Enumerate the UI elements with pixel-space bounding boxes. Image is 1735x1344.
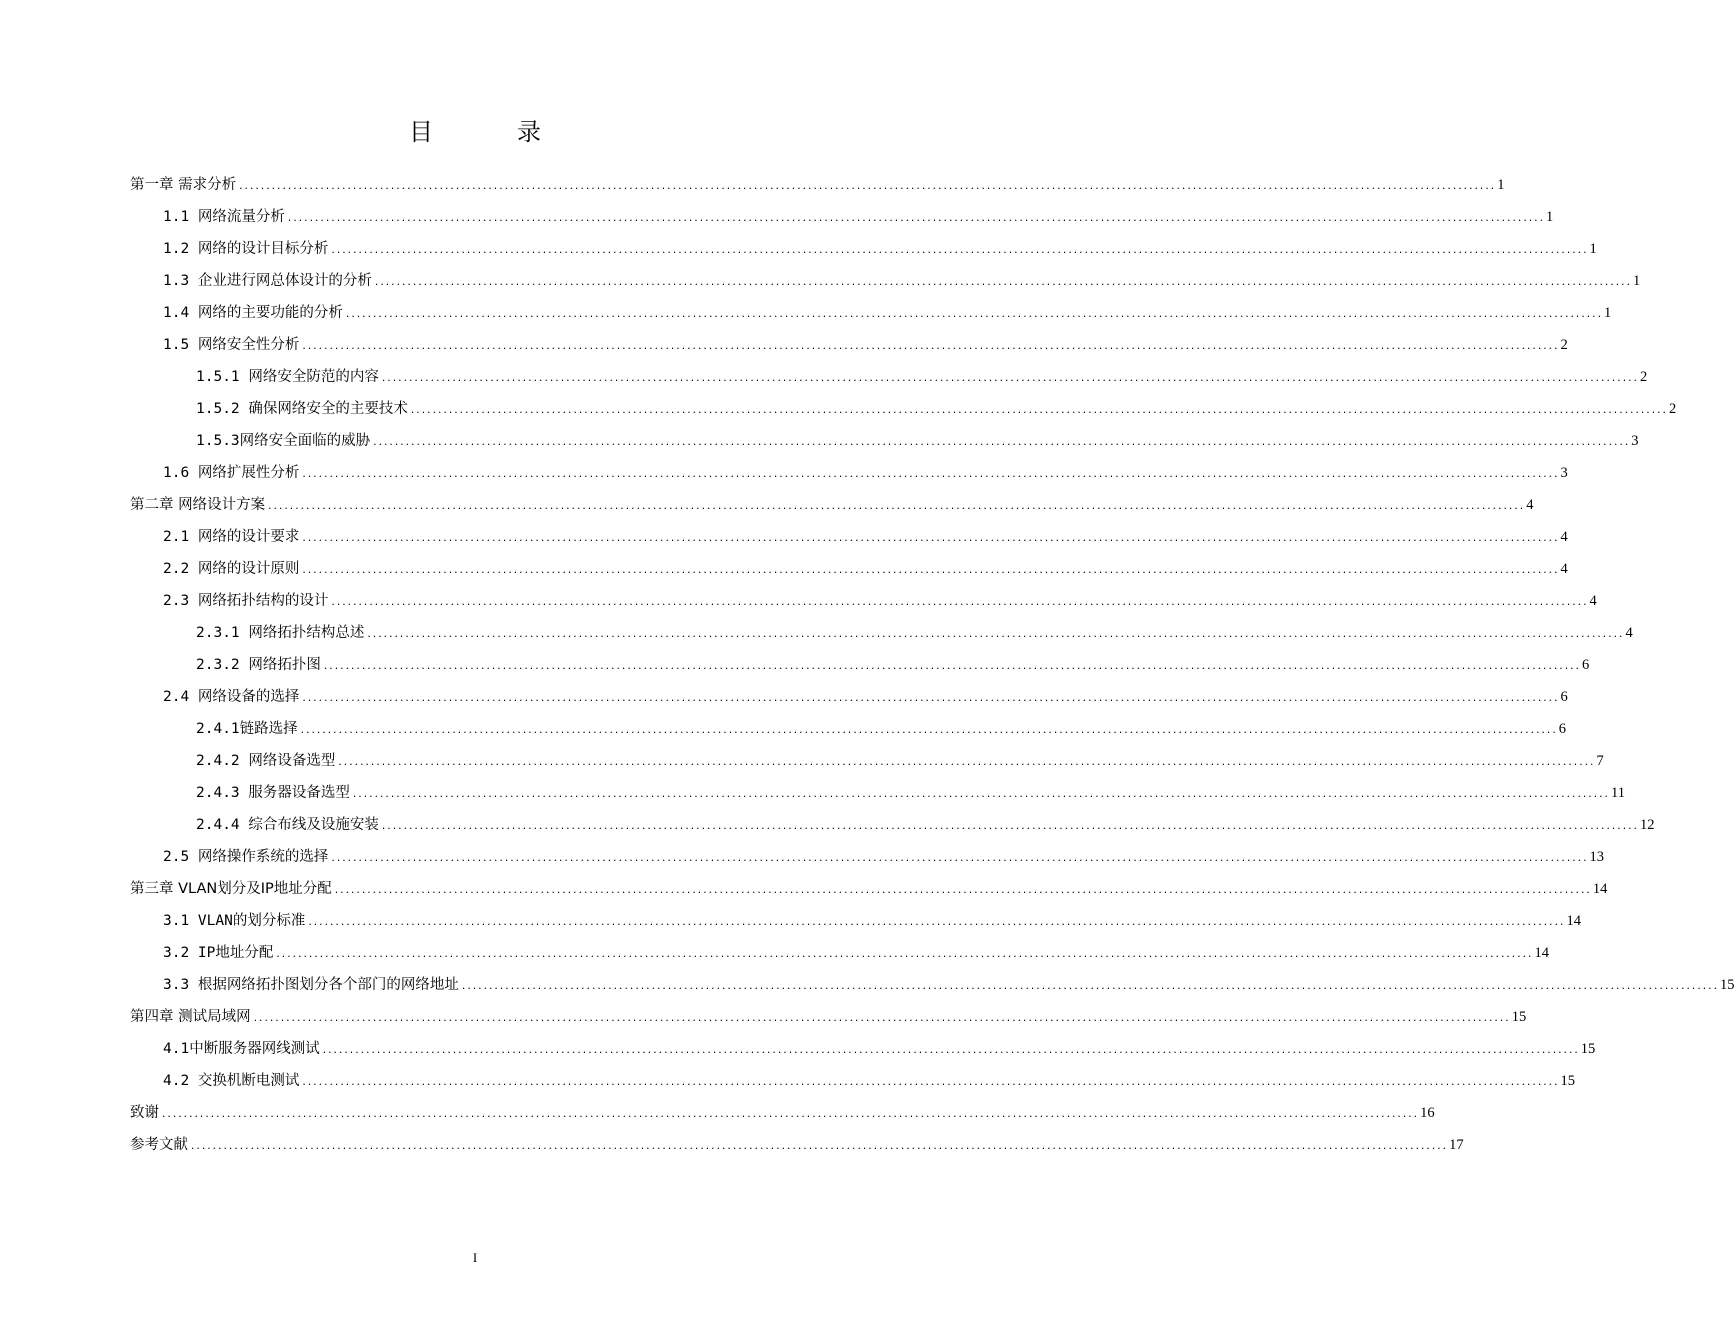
toc-entry[interactable]: 1.5.2 确保网络安全的主要技术 ........................................................................................................................................................................................................................................ 2 [196, 398, 847, 420]
toc-entry[interactable]: 2.5 网络操作系统的选择 ........................................................................................................................................................................................................................................ 13 [163, 846, 847, 868]
toc-label: 4.2 交换机断电测试 [163, 1073, 300, 1089]
toc-page: 4 [1526, 497, 1534, 513]
toc-page: 6 [1581, 657, 1590, 673]
toc-page: 17 [1449, 1137, 1464, 1153]
toc-label: 2.4.4 综合布线及设施安装 [196, 817, 379, 833]
toc-label: 3.3 根据网络拓扑图划分各个部门的网络地址 [163, 977, 459, 993]
toc-page: 12 [1639, 817, 1655, 833]
toc-page: 4 [1560, 561, 1568, 577]
toc-page: 4 [1560, 529, 1568, 545]
toc-page: 2 [1668, 401, 1677, 417]
toc-page: 1 [1633, 273, 1641, 289]
toc-page: 2 [1560, 337, 1568, 353]
toc-page: 14 [1592, 881, 1608, 897]
toc-label: 第四章 测试局域网 [130, 1009, 251, 1025]
toc-label: 2.4 网络设备的选择 [163, 689, 300, 705]
toc-page: 2 [1639, 369, 1648, 385]
toc-entry[interactable]: 1.6 网络扩展性分析 ........................................................................................................................................................................................................................................ 3 [163, 462, 847, 484]
toc-label: 1.1 网络流量分析 [163, 209, 285, 225]
toc-label: 1.5.1 网络安全防范的内容 [196, 369, 379, 385]
toc-page: 13 [1589, 849, 1605, 865]
toc-page: 1 [1497, 177, 1505, 193]
toc-entry[interactable]: 2.4.3 服务器设备选型 ........................................................................................................................................................................................................................................ 11 [196, 782, 847, 804]
toc-page: 6 [1560, 689, 1568, 705]
toc-entry[interactable]: 1.3 企业进行网总体设计的分析 ........................................................................................................................................................................................................................................ 1 [163, 270, 847, 292]
toc-label: 2.3 网络拓扑结构的设计 [163, 593, 329, 609]
toc-entry[interactable]: 2.4 网络设备的选择 ........................................................................................................................................................................................................................................ 6 [163, 686, 847, 708]
toc-label: 致谢 [130, 1105, 159, 1121]
toc-label: 2.4.1链路选择 [196, 721, 298, 737]
toc-label: 1.2 网络的设计目标分析 [163, 241, 329, 257]
toc-label: 1.5 网络安全性分析 [163, 337, 300, 353]
toc-entry[interactable]: 4.1中断服务器网线测试 ........................................................................................................................................................................................................................................ 15 [163, 1038, 847, 1060]
toc-label: 2.4.3 服务器设备选型 [196, 785, 350, 801]
toc-page: 15 [1560, 1073, 1576, 1089]
toc-entry[interactable]: 2.3 网络拓扑结构的设计 ........................................................................................................................................................................................................................................ 4 [163, 590, 847, 612]
toc-page: 15 [1580, 1041, 1596, 1057]
toc-label: 1.6 网络扩展性分析 [163, 465, 300, 481]
toc-page: 11 [1610, 785, 1625, 801]
toc-page: 7 [1596, 753, 1604, 769]
toc-label: 1.5.2 确保网络安全的主要技术 [196, 401, 408, 417]
toc-entry[interactable]: 4.2 交换机断电测试 ........................................................................................................................................................................................................................................ 15 [163, 1070, 847, 1092]
toc-page: 3 [1560, 465, 1568, 481]
toc-page: 3 [1631, 433, 1639, 449]
toc-entry[interactable]: 1.2 网络的设计目标分析 ........................................................................................................................................................................................................................................ 1 [163, 238, 847, 260]
page-number: I [472, 1250, 478, 1265]
toc-entry[interactable]: 2.3.2 网络拓扑图 ........................................................................................................................................................................................................................................ 6 [196, 654, 847, 676]
toc-page: 14 [1566, 913, 1581, 929]
toc-entry[interactable]: 3.3 根据网络拓扑图划分各个部门的网络地址 ........................................................................................................................................................................................................................................ 15 [163, 974, 847, 996]
toc-label: 参考文献 [130, 1137, 188, 1153]
toc-entry[interactable]: 3.1 VLAN的划分标准 ........................................................................................................................................................................................................................................ 14 [163, 910, 847, 932]
toc-entry[interactable]: 1.5.1 网络安全防范的内容 ........................................................................................................................................................................................................................................ 2 [196, 366, 847, 388]
toc-label: 1.3 企业进行网总体设计的分析 [163, 273, 372, 289]
toc-page: 6 [1558, 721, 1566, 737]
toc-page: 4 [1589, 593, 1597, 609]
toc-label: 3.1 VLAN的划分标准 [163, 913, 306, 929]
toc-entry[interactable]: 1.5 网络安全性分析 ........................................................................................................................................................................................................................................ 2 [163, 334, 847, 356]
toc-label: 2.3.2 网络拓扑图 [196, 657, 321, 673]
toc-label: 4.1中断服务器网线测试 [163, 1041, 320, 1057]
toc-page: 15 [1511, 1009, 1527, 1025]
toc-label: 2.4.2 网络设备选型 [196, 753, 336, 769]
toc-label: 第二章 网络设计方案 [130, 497, 266, 513]
toc-entry[interactable]: 致谢 ........................................................................................................................................................................................................................................ 16 [130, 1102, 847, 1124]
toc-entry[interactable]: 2.4.1链路选择 ........................................................................................................................................................................................................................................ 6 [196, 718, 847, 740]
toc-entry[interactable]: 参考文献 ........................................................................................................................................................................................................................................ 17 [130, 1134, 838, 1156]
toc-entry[interactable]: 1.1 网络流量分析 ........................................................................................................................................................................................................................................ 1 [163, 206, 847, 228]
toc-label: 1.5.3网络安全面临的威胁 [196, 433, 371, 449]
toc-entry[interactable]: 1.5.3网络安全面临的威胁 ........................................................................................................................................................................................................................................ 3 [196, 430, 847, 452]
toc-page: 1 [1589, 241, 1597, 257]
toc-label: 2.1 网络的设计要求 [163, 529, 300, 545]
page-title: 目 录 [409, 118, 571, 146]
toc-entry[interactable]: 2.1 网络的设计要求 ........................................................................................................................................................................................................................................ 4 [163, 526, 847, 548]
toc-page: 16 [1420, 1105, 1435, 1121]
toc-label: 3.2 IP地址分配 [163, 945, 274, 961]
toc-entry[interactable]: 2.3.1 网络拓扑结构总述 ........................................................................................................................................................................................................................................ 4 [196, 622, 847, 644]
toc-entry[interactable]: 2.4.2 网络设备选型 ........................................................................................................................................................................................................................................ 7 [196, 750, 847, 772]
toc-entry[interactable]: 第三章 VLAN划分及IP地址分配 ........................................................................................................................................................................................................................................ 14 [130, 878, 847, 900]
toc-page: 4 [1625, 625, 1633, 641]
toc-entry[interactable]: 第二章 网络设计方案 ........................................................................................................................................................................................................................................ 4 [130, 494, 847, 516]
toc-entry[interactable]: 2.2 网络的设计原则 ........................................................................................................................................................................................................................................ 4 [163, 558, 847, 580]
toc-page: 1 [1546, 209, 1554, 225]
toc-page: 15 [1720, 977, 1735, 993]
toc-entry[interactable]: 第一章 需求分析 ........................................................................................................................................................................................................................................ 1 [130, 174, 830, 196]
toc-label: 第三章 VLAN划分及IP地址分配 [130, 881, 332, 897]
toc-entry[interactable]: 3.2 IP地址分配 ........................................................................................................................................................................................................................................ 14 [163, 942, 847, 964]
toc-label: 1.4 网络的主要功能的分析 [163, 305, 343, 321]
toc-entry[interactable]: 第四章 测试局域网 ........................................................................................................................................................................................................................................ 15 [130, 1006, 834, 1028]
toc-page: 1 [1604, 305, 1612, 321]
toc-label: 2.2 网络的设计原则 [163, 561, 300, 577]
toc-entry[interactable]: 2.4.4 综合布线及设施安装 ........................................................................................................................................................................................................................................ 12 [196, 814, 847, 836]
toc-label: 第一章 需求分析 [130, 177, 237, 193]
toc-entry[interactable]: 1.4 网络的主要功能的分析 ........................................................................................................................................................................................................................................ 1 [163, 302, 847, 324]
toc-label: 2.3.1 网络拓扑结构总述 [196, 625, 365, 641]
toc-page: 14 [1534, 945, 1549, 961]
toc-label: 2.5 网络操作系统的选择 [163, 849, 329, 865]
